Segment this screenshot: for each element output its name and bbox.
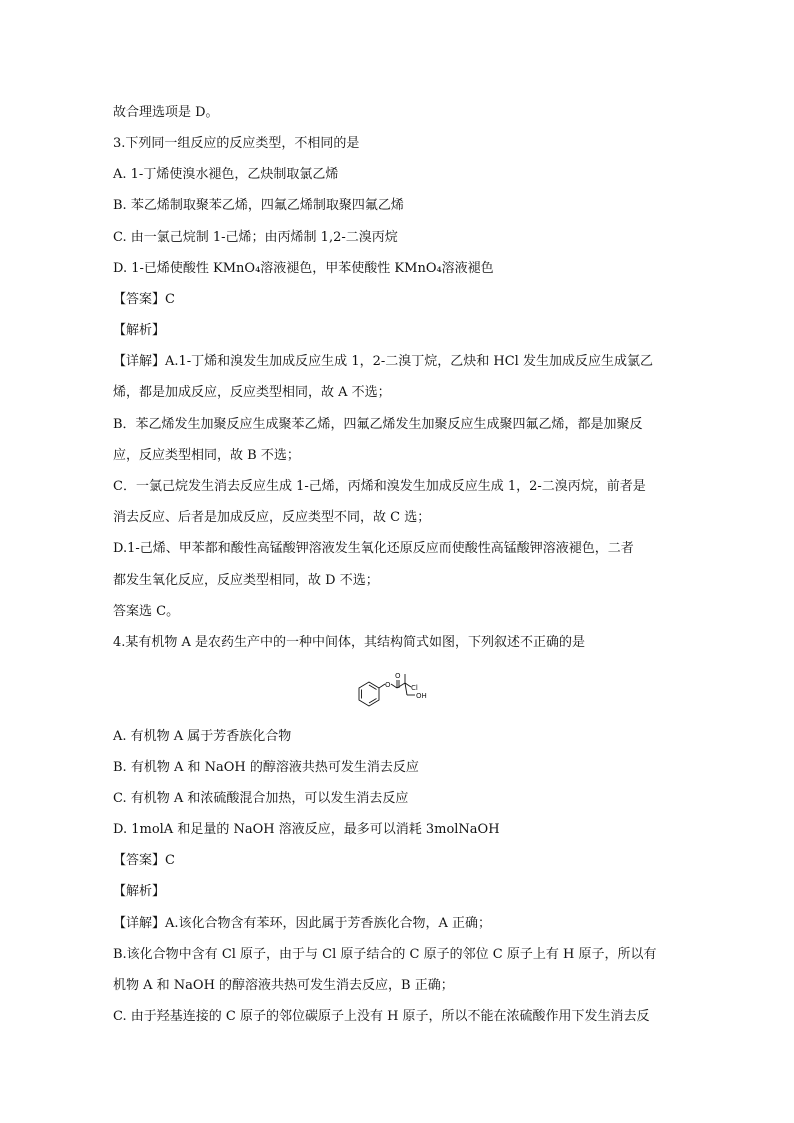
text-line: C．一氯己烷发生消去反应生成 1-己烯，丙烯和溴发生加成反应生成 1，2-二溴丙烷，前者是 xyxy=(113,479,646,494)
text-line: 机物 A 和 NaOH 的醇溶液共热可发生消去反应，B 正确； xyxy=(113,978,454,993)
hydroxyl-label: OH xyxy=(416,692,427,700)
structural-formula-diagram xyxy=(355,668,447,716)
question-3-option-a: A. 1-丁烯使溴水褪色，乙炔制取氯乙烯 xyxy=(113,167,339,182)
text-line: 消去反应、后者是加成反应，反应类型不同，故 C 选； xyxy=(113,510,431,525)
text-line: D.1-己烯、甲苯都和酸性高锰酸钾溶液发生氧化还原反应而使酸性高锰酸钾溶液褪色，二者 xyxy=(113,541,634,556)
question-4-option-c: C. 有机物 A 和浓硫酸混合加热，可以发生消去反应 xyxy=(113,791,409,806)
question-4-analysis-heading: 【解析】 xyxy=(113,884,166,899)
question-3-option-d: D. 1-已烯使酸性 KMnO₄溶液褪色，甲苯使酸性 KMnO₄溶液褪色 xyxy=(113,261,494,276)
question-3-option-c: C. 由一氯己烷制 1-己烯；由丙烯制 1,2-二溴丙烷 xyxy=(113,230,398,245)
text-line: 【详解】A.该化合物含有苯环，因此属于芳香族化合物，A 正确； xyxy=(113,916,492,931)
text-line: 【详解】A.1-丁烯和溴发生加成反应生成 1，2-二溴丁烷，乙炔和 HCl 发生加成反应生成氯乙 xyxy=(113,354,653,369)
question-4-stem: 4.某有机物 A 是农药生产中的一种中间体，其结构简式如图，下列叙述不正确的是 xyxy=(113,635,586,650)
text-line: 答案选 C。 xyxy=(113,604,180,619)
text-line: 都发生氧化反应，反应类型相同，故 D 不选； xyxy=(113,573,379,588)
carbonyl-oxygen-label: O xyxy=(395,672,401,680)
question-4-answer: 【答案】C xyxy=(113,853,175,868)
text-line: 应，反应类型相同，故 B 不选； xyxy=(113,448,300,463)
chlorine-label: Cl xyxy=(411,684,418,692)
text-line: B．苯乙烯发生加聚反应生成聚苯乙烯，四氟乙烯发生加聚反应生成聚四氟乙烯，都是加聚反 xyxy=(113,417,643,432)
question-3-stem: 3.下列同一组反应的反应类型，不相同的是 xyxy=(113,136,360,151)
text-line: 烯，都是加成反应，反应类型相同，故 A 不选； xyxy=(113,385,391,400)
question-4-option-d: D. 1molA 和足量的 NaOH 溶液反应，最多可以消耗 3molNaOH xyxy=(113,822,500,837)
question-3-answer: 【答案】C xyxy=(113,292,175,307)
question-4-option-a: A. 有机物 A 属于芳香族化合物 xyxy=(113,729,292,744)
question-3-analysis-heading: 【解析】 xyxy=(113,323,166,338)
text-line: B.该化合物中含有 Cl 原子，由于与 Cl 原子结合的 C 原子的邻位 C 原子上有 H 原子，所以有 xyxy=(113,947,657,962)
text-line: C. 由于羟基连接的 C 原子的邻位碳原子上没有 H 原子，所以不能在浓硫酸作用下发生消去反 xyxy=(113,1009,650,1024)
text-line: 故合理选项是 D。 xyxy=(113,105,219,120)
question-3-option-b: B. 苯乙烯制取聚苯乙烯，四氟乙烯制取聚四氟乙烯 xyxy=(113,198,404,213)
benzene-ring xyxy=(359,682,379,706)
ester-oxygen-label: O xyxy=(385,681,391,689)
question-4-option-b: B. 有机物 A 和 NaOH 的醇溶液共热可发生消去反应 xyxy=(113,760,419,775)
